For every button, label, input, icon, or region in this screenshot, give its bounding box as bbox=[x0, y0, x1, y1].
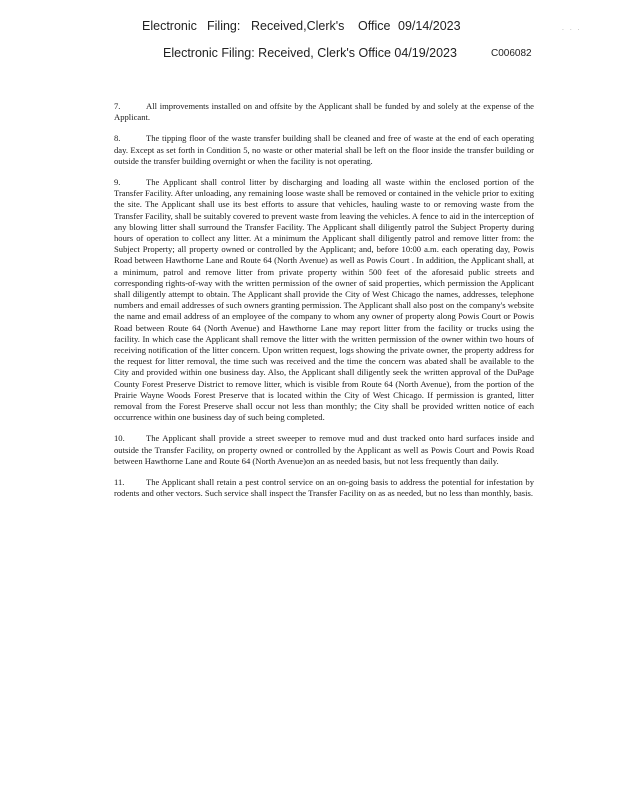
paragraph-text: The Applicant shall control litter by discharging and loading all waste within the enclosed portion of the Transfer Facility. After unloading, any remaining loose waste shall be removed or contained in the vehicle prior to exiting the site. The Applicant shall use its best efforts to assure that vehicles, hauling waste to or removing waste from the Transfer Facility, shall be suitably covered to prevent waste from leaving the vehicles. A fence to aid in the interception of any blowing litter shall surround the Transfer Facility. The Applicant shall diligently patrol the Subject Property during hours of operation to collect any litter. At a minimum the Applicant shall diligently patrol and remove litter from: the Subject Property; all property owned or controlled by the Applicant; and, before 10:00 a.m. each operating day, Powis Road between Hawthorne Lane and Route 64 (North Avenue) as well as Powis Court . In addition, the Applicant shall, at a minimum, patrol and remove litter from private property within 500 feet of the aforesaid public streets and corresponding rights-of-way with the written permission of the owner of said properties, which permission the Applicant shall diligently attempt to obtain. The Applicant shall provide the City of West Chicago the names, addresses, telephone numbers and email addresses of such owners granting permission. The Applicant shall also post on the company's website the name and email address of an employee of the company to whom any owner of property along Powis Court or Powis Road between Route 64 (North Avenue) and Hawthorne Lane may report litter from the facility or trucks using the facility. In which case the Applicant shall remove the litter with the written permission of the owner within two hours of receiving notification of the litter concern. Upon written request, logs showing the private owner, the property address for the request for litter removal, the time such was received and the time the concern was abated shall be available to the City and provided within one business day. Also, the Applicant shall diligently seek the written approval of the DuPage County Forest Preserve District to remove litter, which is visible from Route 64 (North Avenue), from the portion of the Prairie Wayne Woods Forest Preserve that is located within the City of West Chicago. If permission is granted, litter removal from the Forest Preserve shall occur not less than monthly; the City shall be provided written notice of each occurrence within one business day of such being completed. bbox=[114, 177, 534, 423]
paragraph-number: 8. bbox=[114, 133, 121, 144]
paragraph-text: The Applicant shall provide a street sweeper to remove mud and dust tracked onto hard surfaces inside and outside the Transfer Facility, on property owned or controlled by the Applicant as well as Powis Court and Powis Road between Hawthorne Lane and Route 64 (North Avenue)on an as needed basis, but not less frequently than daily. bbox=[114, 433, 534, 466]
scan-specks: · · · bbox=[562, 27, 582, 34]
header-code: C006082 bbox=[491, 48, 532, 59]
paragraph-10 bbox=[114, 433, 534, 467]
paragraph-11 bbox=[114, 477, 534, 499]
paragraph-number: 11. bbox=[114, 477, 125, 488]
paragraph-7 bbox=[114, 101, 534, 123]
document-body bbox=[114, 101, 534, 510]
paragraph-number: 9. bbox=[114, 177, 121, 188]
paragraph-text: The tipping floor of the waste transfer building shall be cleaned and free of waste at the end of each operating day. Except as set forth in Condition 5, no waste or other material shall be left on the floor inside the transfer building or outside the transfer building overnight or when the facility is not operating. bbox=[114, 133, 534, 166]
header-office: Office bbox=[358, 19, 391, 33]
paragraph-8 bbox=[114, 133, 534, 167]
header-electronic: Electronic bbox=[142, 19, 197, 33]
header-stamp: Electronic Filing: Received, Clerk's Office 04/19/2023 bbox=[163, 46, 457, 60]
header-date: 09/14/2023 bbox=[398, 19, 461, 33]
paragraph-text: All improvements installed on and offsite by the Applicant shall be funded by and solely at the expense of the Applicant. bbox=[114, 101, 534, 123]
paragraph-number: 10. bbox=[114, 433, 125, 444]
header-filing: Filing: bbox=[207, 19, 241, 33]
paragraph-text: The Applicant shall retain a pest control service on an on-going basis to address the potential for infestation by rodents and other vectors. Such service shall inspect the Transfer Facility on as as needed, but no less than monthly, basis. bbox=[114, 477, 534, 499]
header-received: Received,Clerk's bbox=[251, 19, 345, 33]
paragraph-9 bbox=[114, 177, 534, 423]
paragraph-number: 7. bbox=[114, 101, 121, 111]
